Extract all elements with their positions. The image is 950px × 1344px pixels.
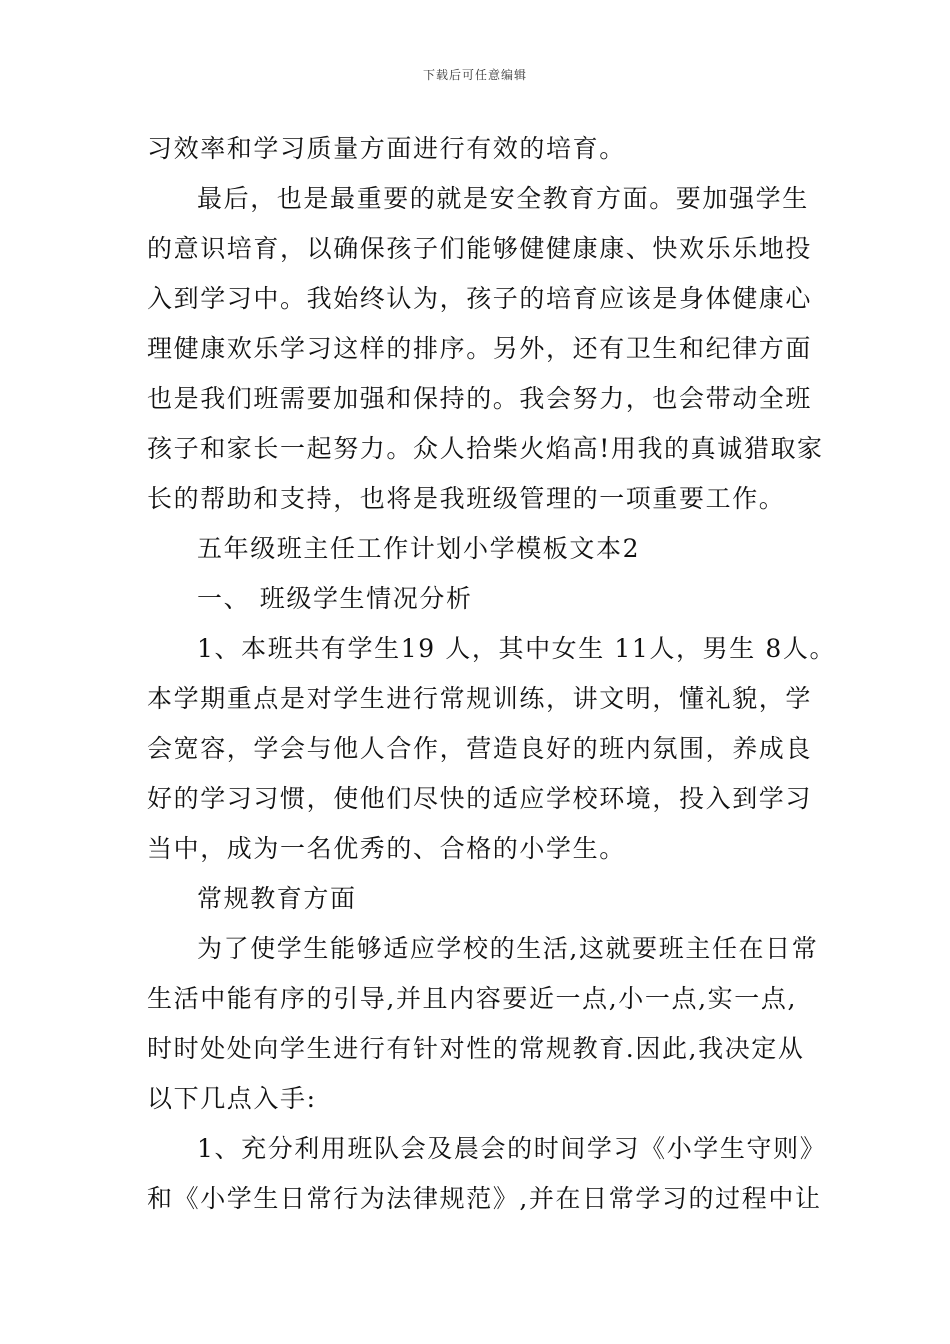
page-header: 下载后可任意编辑 [422, 68, 527, 82]
section-title: 五年级班主任工作计划小学模板文本2 [197, 534, 641, 563]
text-line: 时时处处向学生进行有针对性的常规教育.因此,我决定从 [147, 1034, 805, 1063]
text-line: 理健康欢乐学习这样的排序。另外，还有卫生和纪律方面 [147, 334, 813, 363]
text-line: 好的学习习惯，使他们尽快的适应学校环境，投入到学习 [147, 784, 813, 813]
text-line: 长的帮助和支持，也将是我班级管理的一项重要工作。 [147, 484, 786, 513]
section-heading: 常规教育方面 [197, 884, 357, 913]
text-line: 最后，也是最重要的就是安全教育方面。要加强学生 [197, 184, 809, 213]
section-heading: 一、 班级学生情况分析 [197, 584, 473, 613]
text-line: 当中，成为一名优秀的、合格的小学生。 [147, 834, 626, 863]
text-line: 入到学习中。我始终认为，孩子的培育应该是身体健康心 [147, 284, 813, 313]
text-line: 本学期重点是对学生进行常规训练，讲文明，懂礼貌，学 [147, 684, 813, 713]
text-line: 孩子和家长一起努力。众人拾柴火焰高!用我的真诚猎取家 [147, 434, 824, 463]
text-line: 生活中能有序的引导,并且内容要近一点,小一点,实一点, [147, 984, 797, 1013]
text-line: 的意识培育，以确保孩子们能够健健康康、快欢乐乐地投 [147, 234, 813, 263]
text-line: 会宽容，学会与他人合作，营造良好的班内氛围，养成良 [147, 734, 813, 763]
text-line: 1、充分利用班队会及晨会的时间学习《小学生守则》 [197, 1134, 827, 1163]
text-line: 以下几点入手: [147, 1084, 317, 1113]
text-line: 也是我们班需要加强和保持的。我会努力，也会带动全班 [147, 384, 813, 413]
text-line: 和《小学生日常行为法律规范》,并在日常学习的过程中让 [147, 1184, 822, 1213]
text-line: 1、本班共有学生19 人，其中女生 11人，男生 8人。 [197, 634, 837, 663]
text-line: 习效率和学习质量方面进行有效的培育。 [147, 134, 626, 163]
body-text [147, 124, 837, 1224]
text-line: 为了使学生能够适应学校的生活,这就要班主任在日常 [197, 934, 819, 963]
